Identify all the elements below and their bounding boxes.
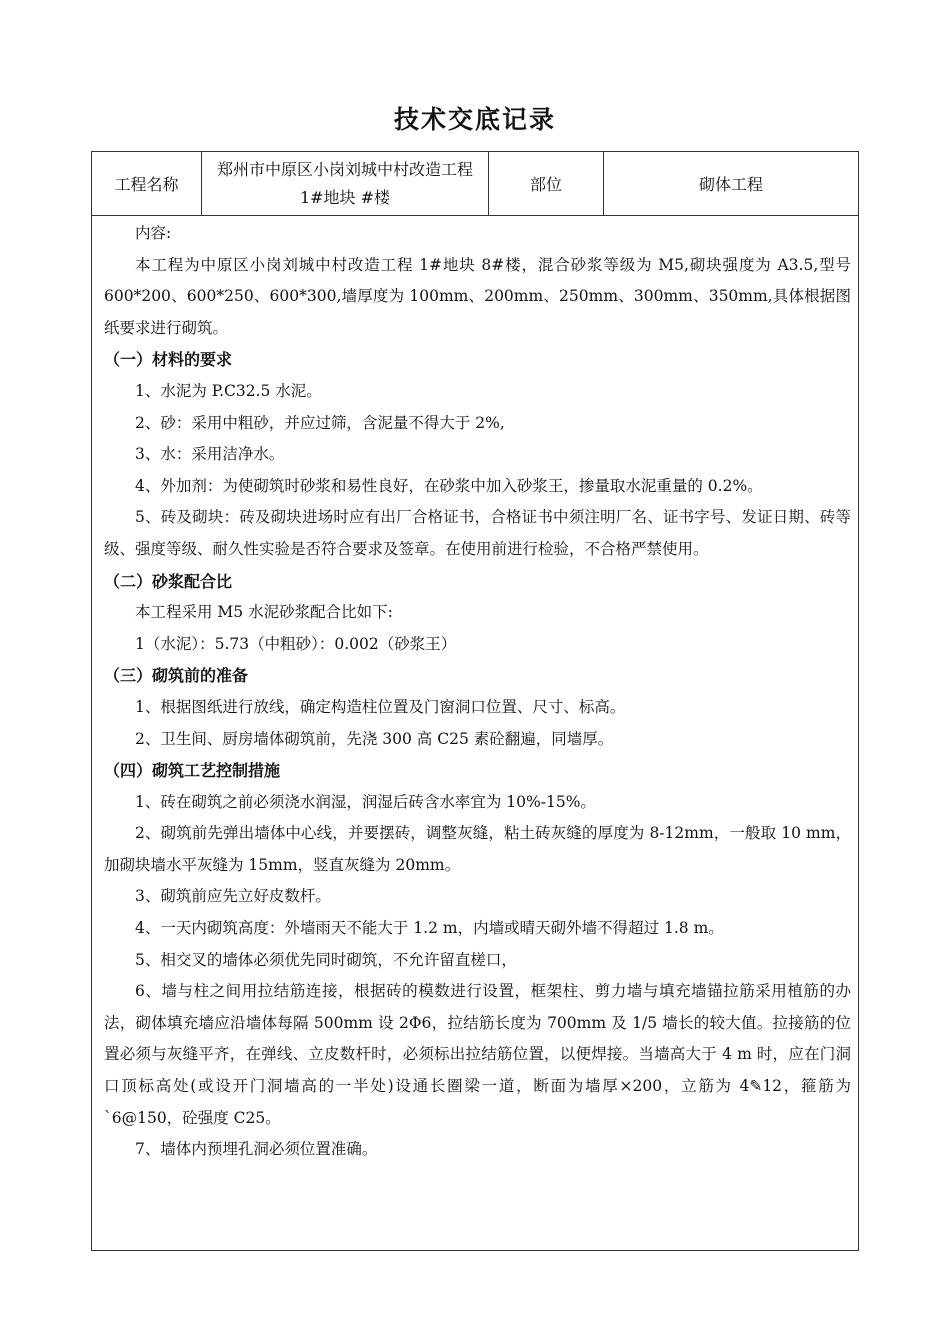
project-label: 工程名称: [92, 152, 202, 215]
project-name: 郑州市中原区小岗刘城中村改造工程 1#地块 #楼: [202, 152, 489, 215]
content-body: [104, 218, 851, 1166]
list-item: 2、砂：采用中粗砂，并应过筛，含泥量不得大于 2%,: [135, 413, 505, 432]
list-item: 2、卫生间、厨房墙体砌筑前，先浇 300 高 C25 素砼翻遍，同墙厚。: [135, 729, 614, 748]
section-heading: （一）材料的要求: [104, 350, 233, 370]
list-item: 4、外加剂：为使砌筑时砂浆和易性良好，在砂浆中加入砂浆王，掺量取水泥重量的 0.2%。: [135, 476, 763, 495]
intro-paragraph: 本工程为中原区小岗刘城中村改造工程 1#地块 8#楼，混合砂浆等级为 M5,砌块强度为 A3.5,型号 600*200、600*250、600*300,墙厚度为 100mm、200mm、250mm、300mm、350mm,具体根据图纸要求进行砌筑。: [104, 255, 851, 337]
header-row: [92, 152, 858, 216]
list-item: 2、砌筑前先弹出墙体中心线，并要摆砖，调整灰缝，粘土砖灰缝的厚度为 8-12mm，一般取 10 mm，加砌块墙水平灰缝为 15mm，竖直灰缝为 20mm。: [104, 824, 851, 874]
record-table: [91, 151, 859, 1251]
part-value: 砌体工程: [698, 175, 763, 194]
section-heading: （四）砌筑工艺控制措施: [104, 761, 281, 781]
part-label: 部位: [489, 152, 604, 215]
document-title: 技术交底记录: [393, 105, 556, 134]
list-item: 1（水泥）：5.73（中粗砂）：0.002（砂浆王）: [135, 634, 457, 653]
section-heading: （三）砌筑前的准备: [104, 666, 249, 686]
list-item: 1、砖在砌筑之前必须浇水润湿，润湿后砖含水率宜为 10%-15%。: [135, 792, 596, 811]
section-heading: （二）砂浆配合比: [104, 571, 233, 591]
list-item: 4、一天内砌筑高度：外墙雨天不能大于 1.2 m，内墙或晴天砌外墙不得超过 1.8 m。: [135, 919, 724, 938]
list-item: 本工程采用 M5 水泥砂浆配合比如下:: [135, 603, 393, 622]
list-item: 7、墙体内预埋孔洞必须位置准确。: [135, 1140, 378, 1159]
list-item: 6、墙与柱之间用拉结筋连接，根据砖的模数进行设置，框架柱、剪力墙与填充墙锚拉筋采用植筋的办法，砌体填充墙应沿墙体每隔 500mm 设 2Φ6，拉结筋长度为 700mm 及 1/5 墙长的较大值。拉接筋的位置必须与灰缝平齐，在弹线、立皮数杆时，必须标出拉结筋位置，以便焊接。当墙高大于 4 m 时，应在门洞口顶标高处(或设开门洞墙高的一半处)设通长圈梁一道，断面为墙厚×200，立筋为 4✎12，箍筋为 ˋ6@150，砼强度 C25。: [104, 982, 851, 1127]
list-item: 1、根据图纸进行放线，确定构造柱位置及门窗洞口位置、尺寸、标高。: [135, 697, 626, 716]
content-label: 内容:: [135, 224, 172, 242]
list-item: 3、砌筑前应先立好皮数杆。: [135, 887, 331, 906]
list-item: 5、砖及砌块：砖及砌块进场时应有出厂合格证书，合格证书中须注明厂名、证书字号、发证日期、砖等级、强度等级、耐久性实验是否符合要求及签章。在使用前进行检验，不合格严禁使用。: [104, 508, 851, 558]
list-item: 3、水：采用洁净水。: [135, 445, 285, 464]
list-item: 1、水泥为 P.C32.5 水泥。: [135, 381, 322, 400]
list-item: 5、相交叉的墙体必须优先同时砌筑，不允许留直槎口，: [135, 950, 517, 969]
